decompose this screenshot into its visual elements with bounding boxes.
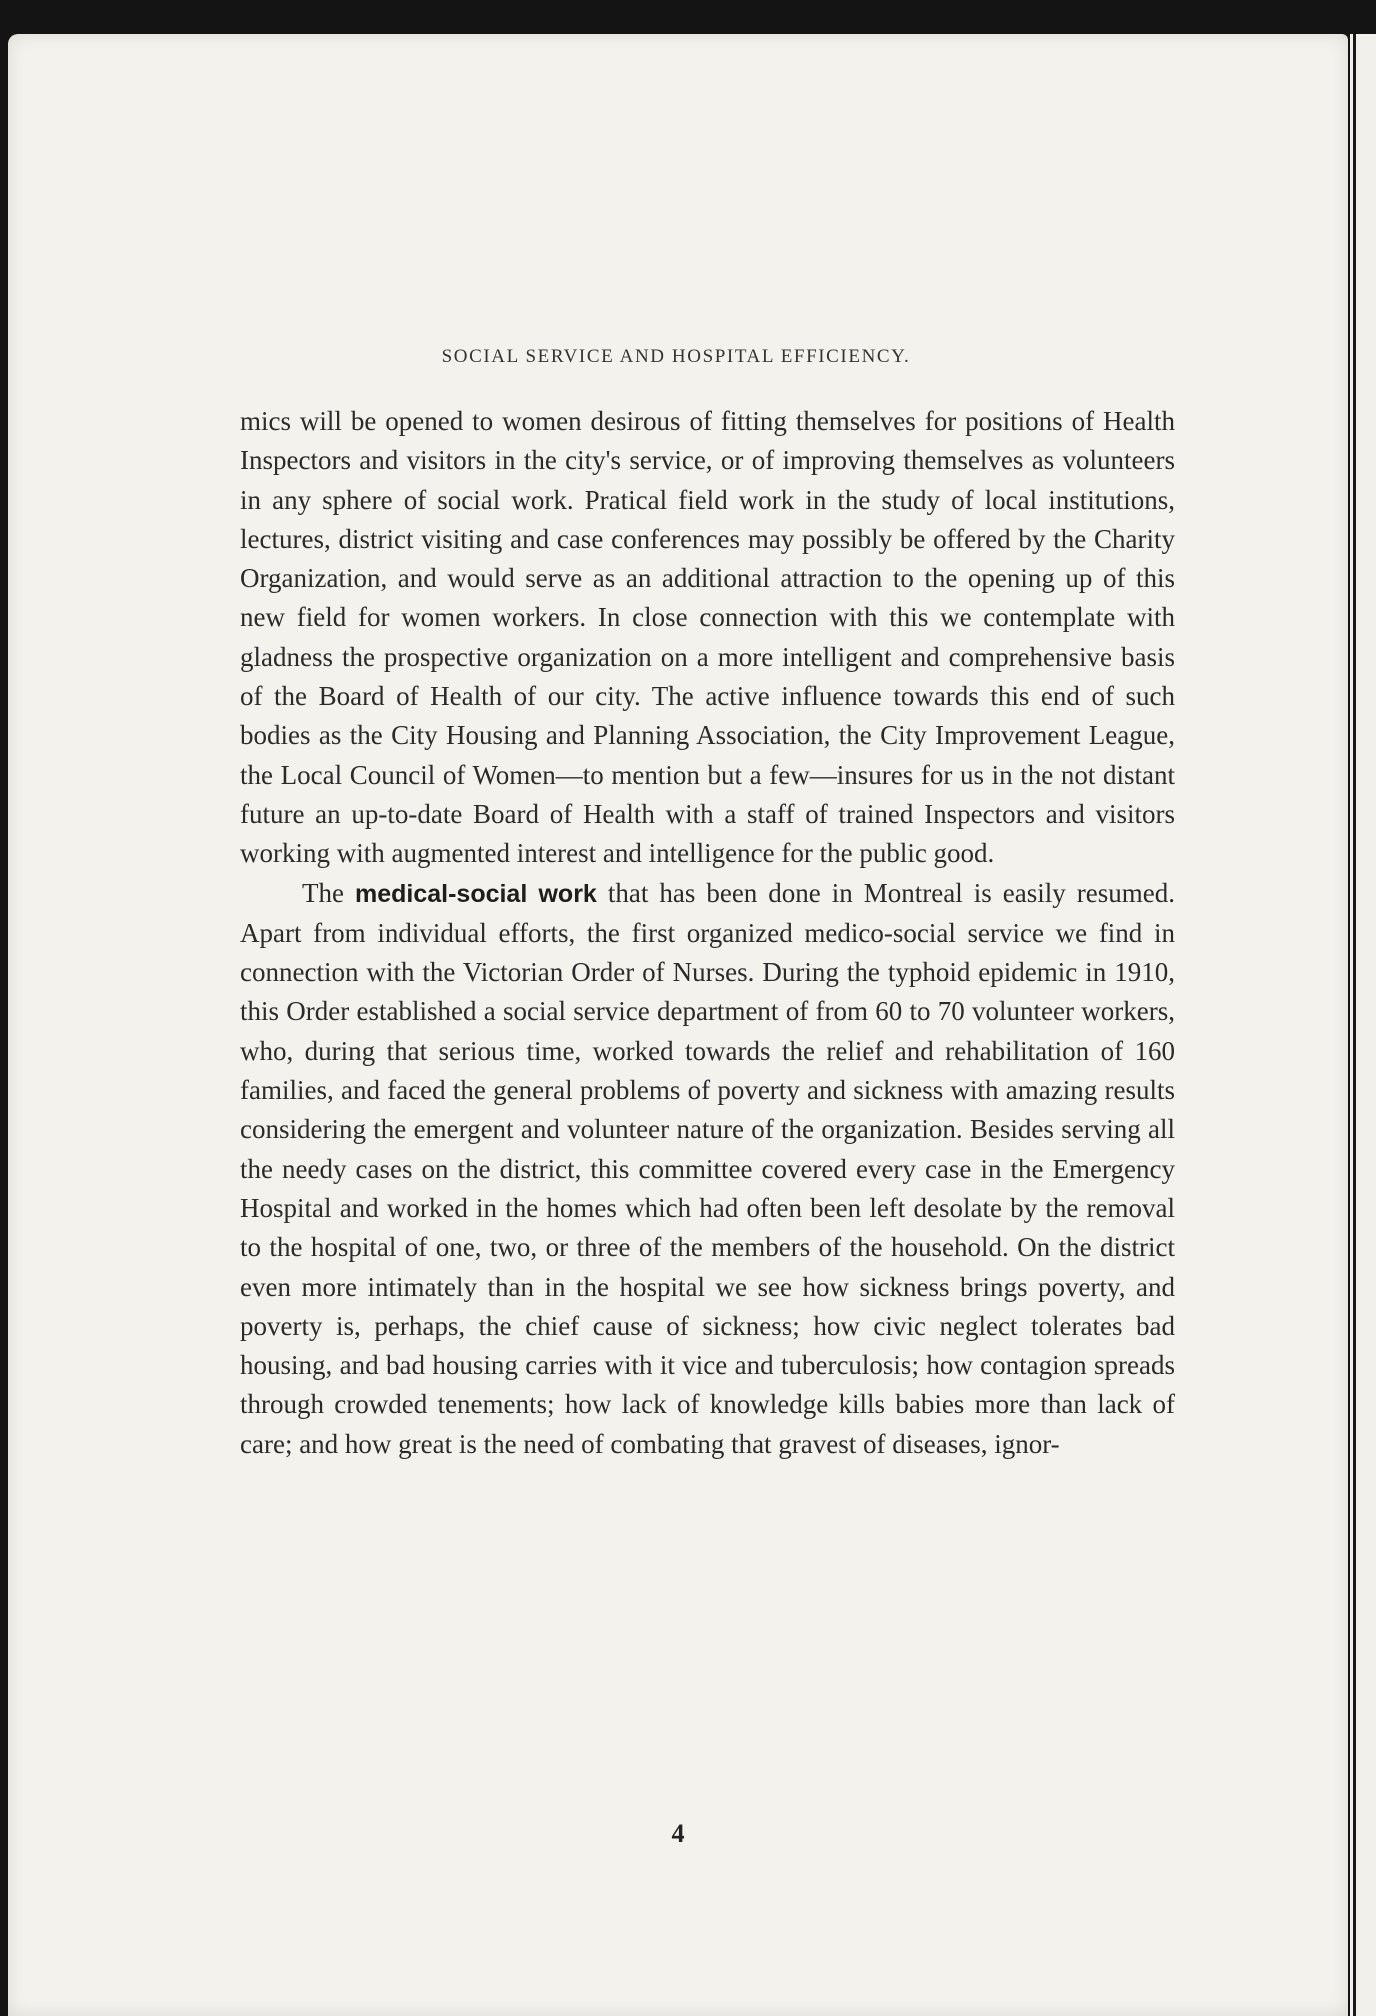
paragraph-2-text-rest: that has been done in Montreal is easily resumed. Apart from individual efforts, the first organized medico-social service we find in connection with the Victorian Order of Nurses. During the typhoid epidemic in 1910, this Order established a social service department of from 60 to 70 volunteer workers, who, during that serious time, worked towards the relief and rehabilitation of 160 families, and faced the general problems of poverty and sickness with amazing results considering the emergent and volunteer nature of the organization. Besides serving all the needy cases on the district, this committee covered every case in the Emergency Hospital and worked in the homes which had often been left desolate by the removal to the hospital of one, two, or three of the members of the household. On the district even more intimately than in the hospital we see how sickness brings poverty, and poverty is, perhaps, the chief cause of sickness; how civic neglect tolerates bad housing, and bad housing carries with it vice and tuberculosis; how contagion spreads through crowded tenements; how lack of knowledge kills babies more than lack of care; and how great is the need of combating that gravest of diseases, ignor- bbox=[240, 877, 1175, 1459]
page-gutter-line bbox=[1353, 34, 1356, 2016]
paragraph-1-text: mics will be opened to women desirous of fitting themselves for positions of Health Inspectors and visitors in the city's service, or of improving themselves as volunteers in any sphere of social work. Pratical field work in the study of local institutions, lectures, district visiting and case conferences may possibly be offered by the Charity Organization, and would serve as an additional attraction to the opening up of this new field for women workers. In close connection with this we contemplate with gladness the prospective organization on a more intelligent and comprehensive basis of the Board of Health of our city. The active influence towards this end of such bodies as the City Housing and Planning Association, the City Improvement League, the Local Council of Women—to mention but a few—insures for us in the not distant future an up-to-date Board of Health with a staff of trained Inspectors and visitors working with augmented interest and intelligence for the public good. bbox=[240, 406, 1175, 869]
paragraph-1 bbox=[240, 402, 1175, 874]
bold-term-medical-social-work: medical-social work bbox=[354, 879, 597, 908]
page-number: 4 bbox=[671, 1819, 685, 1848]
body-text bbox=[240, 402, 1175, 1464]
paragraph-2-text-start: The bbox=[302, 877, 355, 908]
book-page bbox=[8, 34, 1348, 2016]
running-head: SOCIAL SERVICE AND HOSPITAL EFFICIENCY. bbox=[441, 346, 911, 367]
paragraph-2 bbox=[240, 874, 1175, 1464]
